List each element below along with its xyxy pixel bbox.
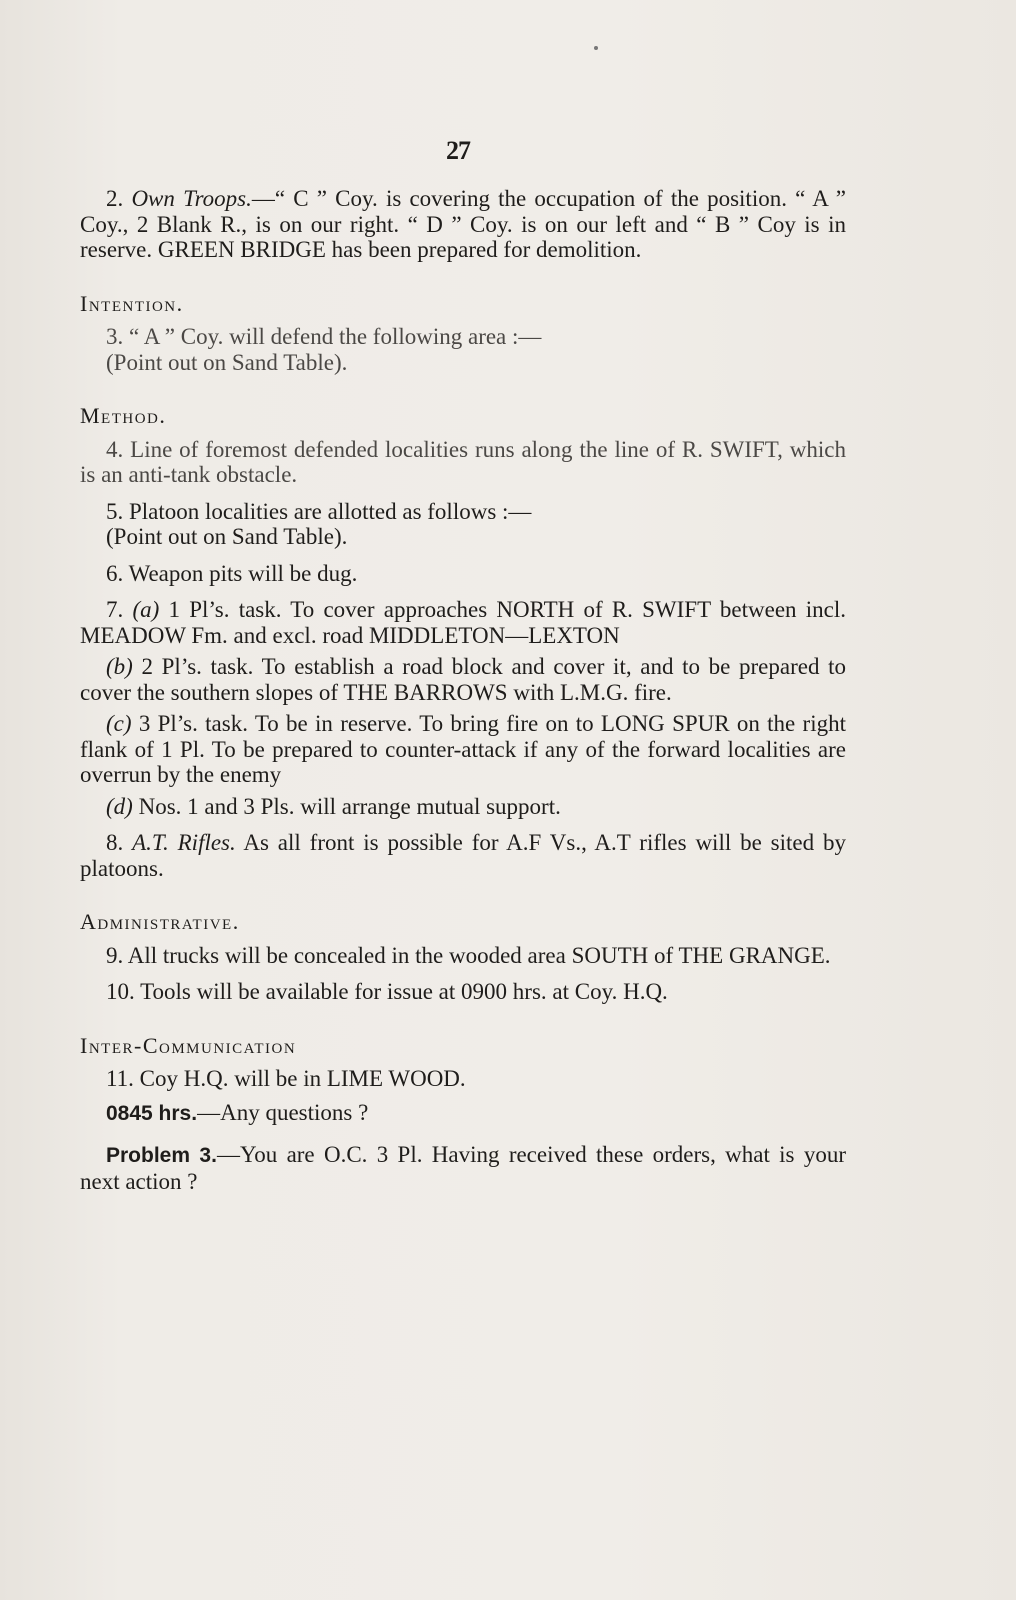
page-number: 27 bbox=[446, 136, 470, 165]
method-heading: Method. bbox=[80, 403, 167, 428]
paragraph-3: 3. “ A ” Coy. will defend the following area :— bbox=[106, 324, 542, 349]
at-rifles-heading: A.T. Rifles. bbox=[132, 830, 236, 855]
paragraph-5-note: (Point out on Sand Table). bbox=[106, 524, 348, 549]
paragraph-7b: (b) 2 Pl’s. task. To establish a road block and cover it, and to be prepared to cover the southern slopes of THE BARROWS with L.M.G. fire. bbox=[80, 654, 846, 705]
paragraph-3-note: (Point out on Sand Table). bbox=[106, 349, 348, 375]
paragraph-7d: (d) Nos. 1 and 3 Pls. will arrange mutual support. bbox=[106, 793, 561, 819]
paragraph-2: 2. Own Troops.—“ C ” Coy. is covering the occupation of the position. “ A ” Coy., 2 Blank R., is on our right. “ D ” Coy. is on our left and “ B ” Coy is in reserve. GREEN BRIDGE has been prepared for demolition. bbox=[80, 186, 846, 262]
paragraph-7c: (c) 3 Pl’s. task. To be in reserve. To bring fire on to LONG SPUR on the right flank of 1 Pl. To be prepared to counter-attack if any of the forward localities are overrun by the enemy bbox=[80, 711, 846, 787]
paragraph-10: 10. Tools will be available for issue at 0900 hrs. at Coy. H.Q. bbox=[106, 979, 668, 1004]
problem-label: Problem 3. bbox=[106, 1144, 217, 1167]
paragraph-4: 4. Line of foremost defended localities runs along the line of R. SWIFT, which is an anti-tank obstacle. bbox=[80, 436, 846, 487]
page-body bbox=[80, 186, 846, 1194]
inter-communication-heading: Inter-Communication bbox=[80, 1032, 297, 1058]
administrative-heading: Administrative. bbox=[80, 909, 240, 934]
paragraph-7a: 7. (a) 1 Pl’s. task. To cover approaches NORTH of R. SWIFT between incl. MEADOW Fm. and excl. road MIDDLETON—LEXTON bbox=[80, 597, 846, 648]
paragraph-11: 11. Coy H.Q. will be in LIME WOOD. bbox=[106, 1066, 466, 1091]
own-troops-heading: Own Troops. bbox=[131, 186, 252, 211]
paper-speck bbox=[594, 46, 598, 50]
time-label: 0845 hrs. bbox=[106, 1101, 198, 1125]
paragraph-5: 5. Platoon localities are allotted as follows :— bbox=[106, 498, 532, 524]
intention-heading: Intention. bbox=[80, 290, 184, 316]
problem-3: Problem 3.—You are O.C. 3 Pl. Having received these orders, what is your next action ? bbox=[80, 1142, 846, 1194]
paragraph-6: 6. Weapon pits will be dug. bbox=[106, 560, 358, 586]
questions-line: 0845 hrs.—Any questions ? bbox=[106, 1099, 369, 1125]
paragraph-8: 8. A.T. Rifles. As all front is possible for A.F Vs., A.T rifles will be sited by platoons. bbox=[80, 830, 846, 881]
paragraph-9: 9. All trucks will be concealed in the wooded area SOUTH of THE GRANGE. bbox=[106, 942, 831, 968]
